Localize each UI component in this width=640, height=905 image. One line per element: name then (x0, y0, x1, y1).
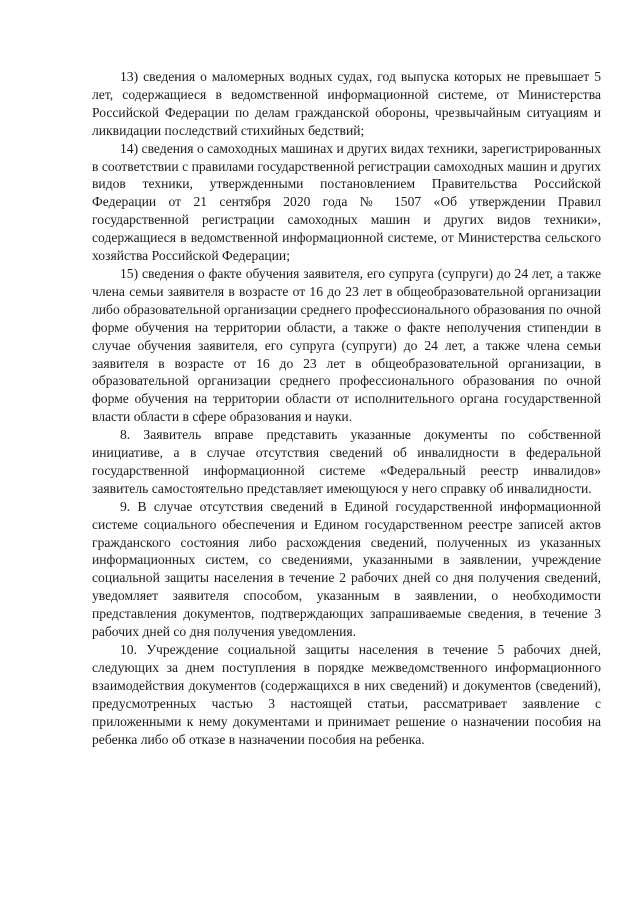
paragraph-section-8: 8. Заявитель вправе представить указанные документы по собственной инициативе, а в случае отсутствия сведений об инвалидности в федеральной государственной информационной системе «Федеральный реестр инвалидов» заявитель самостоятельно представляет имеющуюся у него справку об инвалидности. (92, 427, 601, 496)
paragraph-item-15: 15) сведения о факте обучения заявителя, его супруга (супруги) до 24 лет, а также члена семьи заявителя в возрасте от 16 до 23 лет в общеобразовательной организации либо образовательной организации среднего профессионального образования по очной форме обучения на территории области, а также о факте неполучения стипендии в случае обучения заявителя, его супруга (супруги) до 24 лет, а также члена семьи заявителя в возрасте от 16 до 23 лет в общеобразовательной организации, в образовательной организации среднего профессионального образования по очной форме обучения на территории области от исполнительного органа государственной власти области в сфере образования и науки. (92, 265, 601, 425)
paragraph-item-13: 13) сведения о маломерных водных судах, год выпуска которых не превышает 5 лет, содержащиеся в ведомственной информационной системе, от Министерства Российской Федерации по делам гражданской обороны, чрезвычайным ситуациям и ликвидации последствий стихийных бедствий; (92, 69, 601, 138)
paragraph-section-9: 9. В случае отсутствия сведений в Единой государственной информационной системе социального обеспечения и Едином государственном реестре записей актов гражданского состояния либо расхождения сведений, полученных из указанных информационных систем, со сведениями, указанными в заявлении, учреждение социальной защиты населения в течение 2 рабочих дней со дня получения сведений, уведомляет заявителя способом, указанным в заявлении, о необходимости представления документов, подтверждающих запрашиваемые сведения, в течение 3 рабочих дней со дня получения уведомления. (92, 498, 601, 640)
paragraph-section-10: 10. Учреждение социальной защиты населения в течение 5 рабочих дней, следующих за днем поступления в порядке межведомственного информационного взаимодействия документов (содержащихся в них сведений) и документов (сведений), предусмотренных частью 3 настоящей статьи, рассматривает заявление с приложенными к нему документами и принимает решение о назначении пособия на ребенка либо об отказе в назначении пособия на ребенка. (92, 642, 601, 747)
paragraph-item-14: 14) сведения о самоходных машинах и других видах техники, зарегистрированных в соответствии с правилами государственной регистрации самоходных машин и других видов техники, утвержденными постановлением Правительства Российской Федерации от 21 сентября 2020 года № 1507 «Об утверждении Правил государственной регистрации самоходных машин и других видов техники», содержащиеся в ведомственной информационной системе, от Министерства сельского хозяйства Российской Федерации; (92, 140, 601, 264)
